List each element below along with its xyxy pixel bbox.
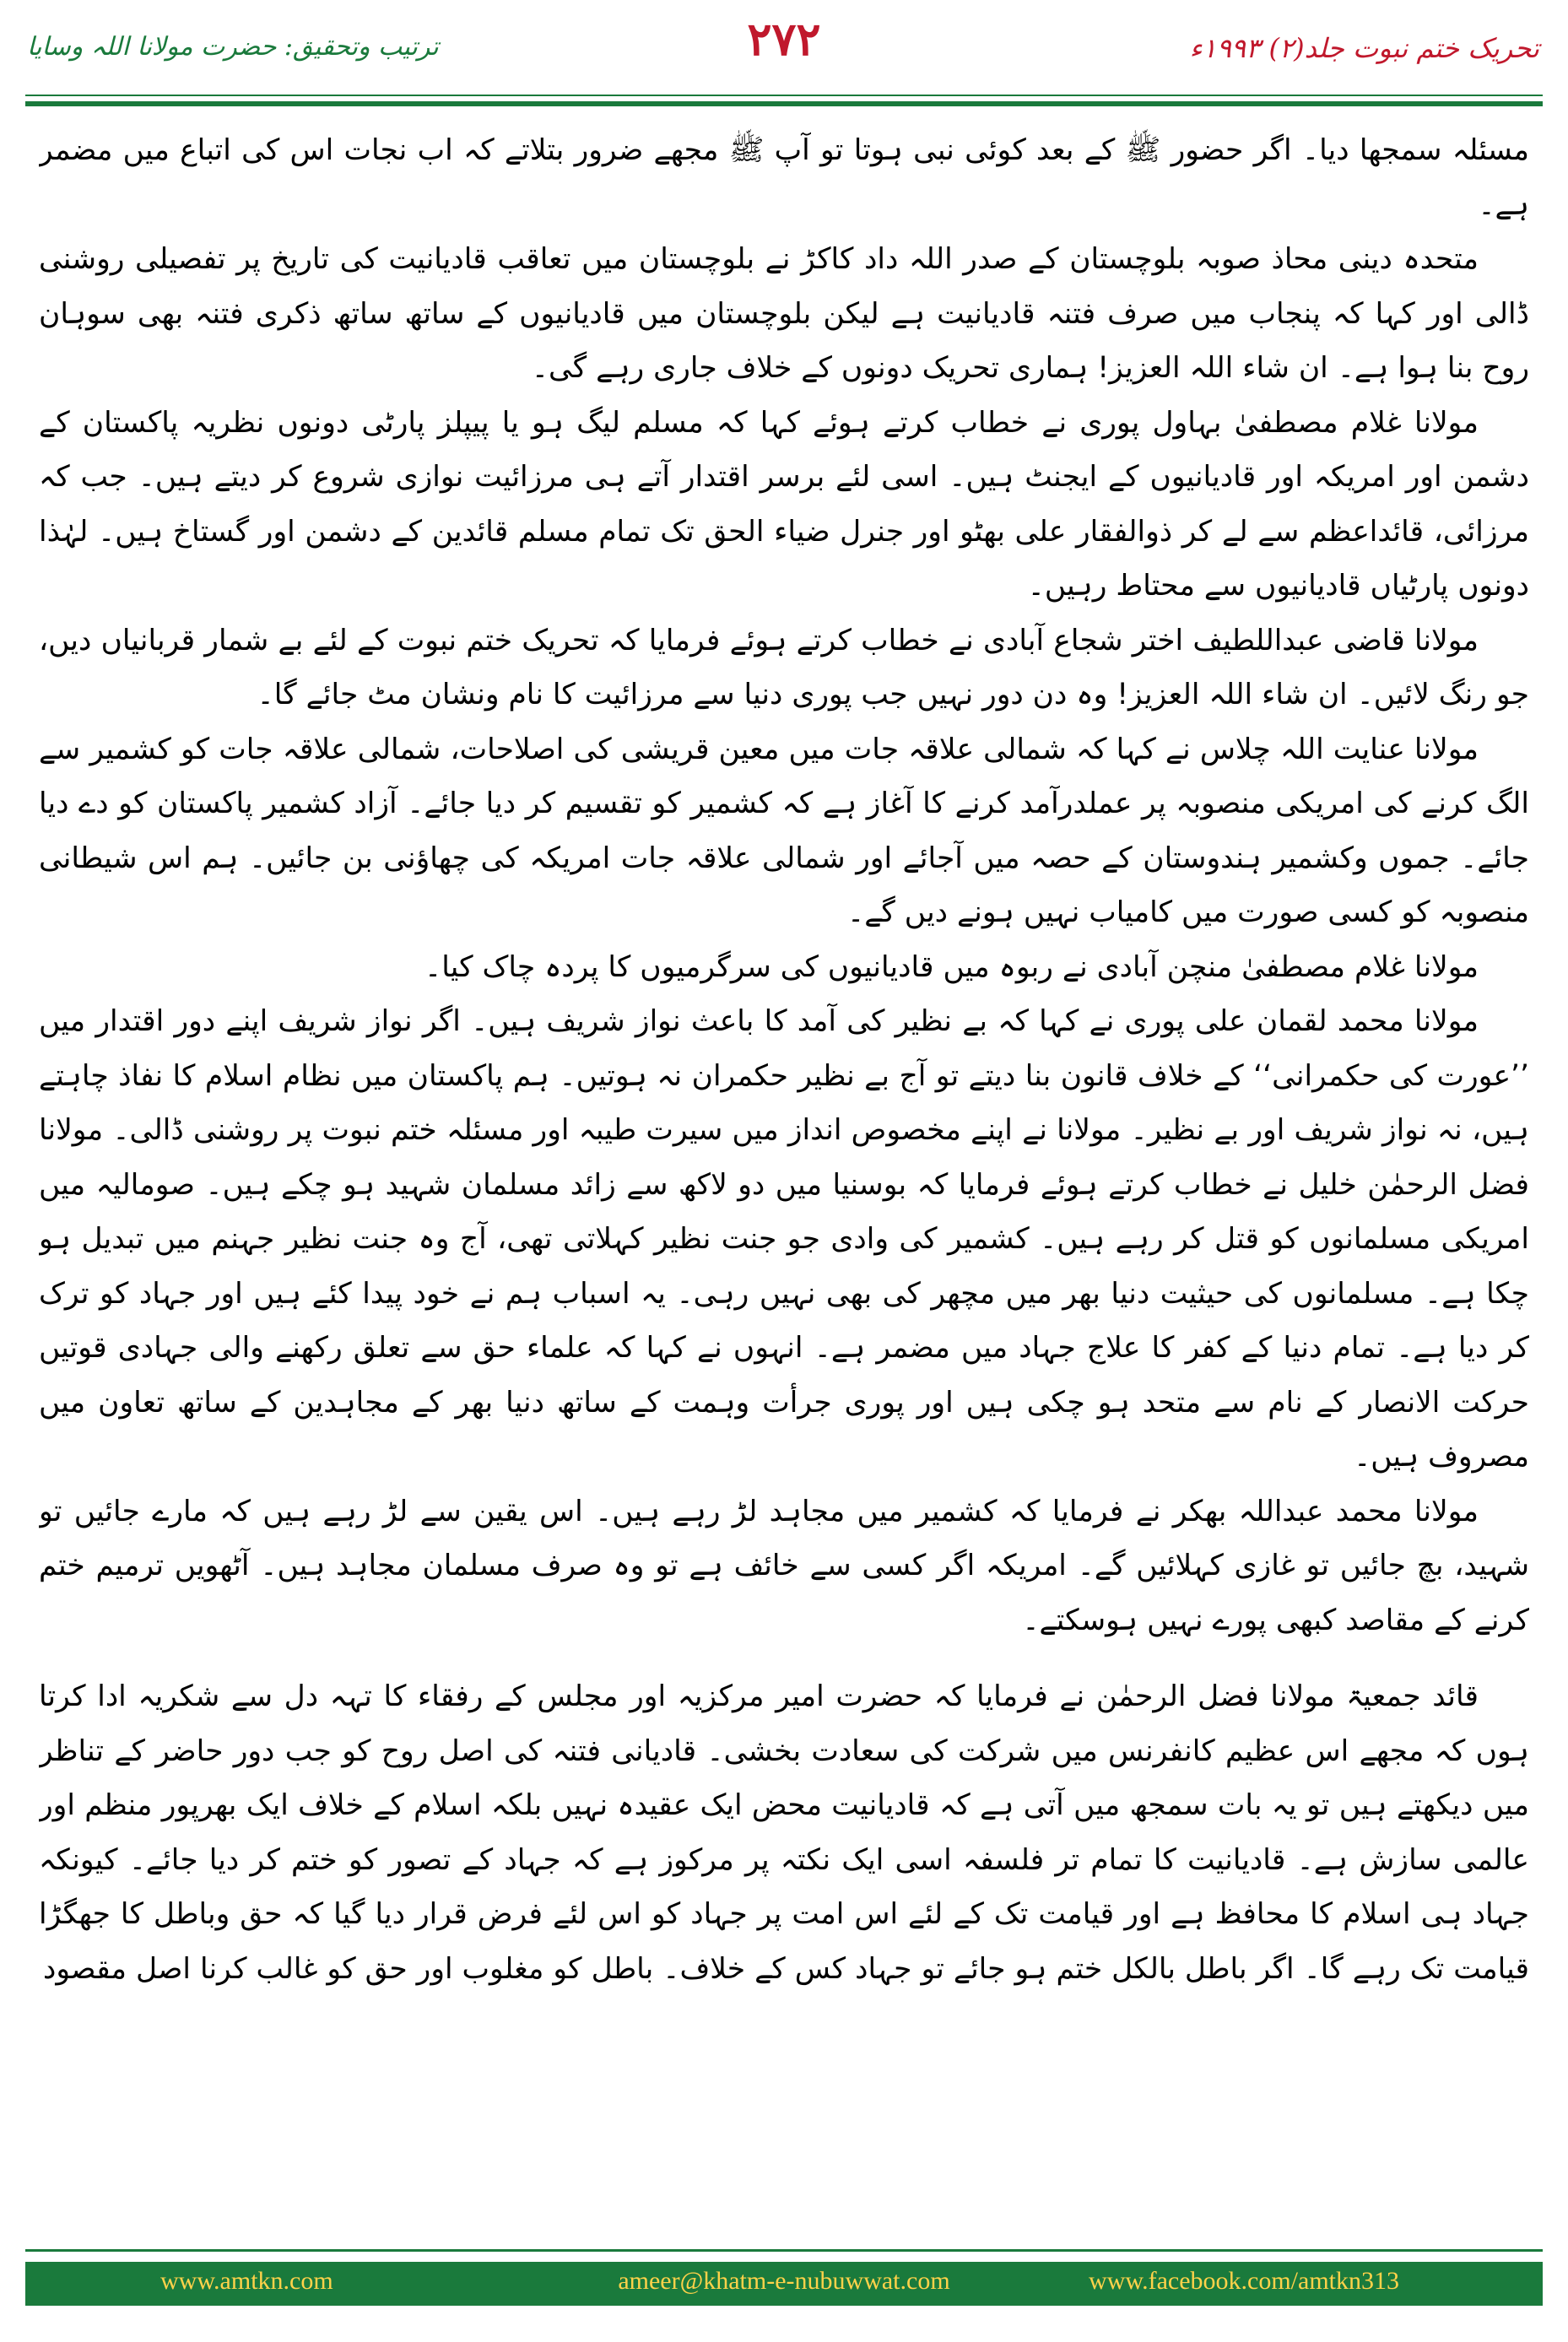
header-divider-thin: [25, 95, 1543, 96]
page-number: ۲۷۲: [747, 12, 821, 66]
paragraph: مولانا غلام مصطفیٰ بہاول پوری نے خطاب کرتے ہوئے کہا کہ مسلم لیگ ہو یا پیپلز پارٹی دونوں نظریہ پاکستان کے دشمن اور امریکہ اور قادیانیوں کے ایجنٹ ہیں۔ اسی لئے برسر اقتدار آتے ہی مرزائیت نوازی شروع کر دیتے ہیں۔ جب کہ مرزائی، قائداعظم سے لے کر ذوالفقار علی بھٹو اور جنرل ضیاء الحق تک تمام مسلم قائدین کے دشمن اور گستاخ ہیں۔ لہٰذا دونوں پارٹیاں قادیانیوں سے محتاط رہیں۔: [39, 405, 1529, 603]
paragraph: متحدہ دینی محاذ صوبہ بلوچستان کے صدر اللہ داد کاکڑ نے بلوچستان میں تعاقب قادیانیت کی تاریخ پر تفصیلی روشنی ڈالی اور کہا کہ پنجاب میں صرف فتنہ قادیانیت ہے لیکن بلوچستان میں قادیانیوں کے ساتھ ساتھ ذکری فتنہ بھی سوہان روح بنا ہوا ہے۔ ان شاء اللہ العزیز! ہماری تحریک دونوں کے خلاف جاری رہے گی۔: [39, 242, 1529, 385]
footer-divider: [25, 2249, 1543, 2252]
header-divider-thick: [25, 101, 1543, 106]
email-link[interactable]: ameer@khatm-e-nubuwwat.com: [618, 2267, 950, 2295]
website-link[interactable]: www.amtkn.com: [160, 2267, 333, 2295]
page-footer: [25, 2262, 1543, 2306]
compiler-credit: ترتیب وتحقیق: حضرت مولانا اللہ وسایا: [27, 32, 439, 62]
paragraph: مسئلہ سمجھا دیا۔ اگر حضور ﷺ کے بعد کوئی نبی ہوتا تو آپ ﷺ مجھے ضرور بتلاتے کہ اب نجات اس کی اتباع میں مضمر ہے۔: [39, 133, 1529, 222]
book-title: تحریک ختم نبوت جلد(۲) ۱۹۹۳ء: [1189, 32, 1539, 64]
paragraph: مولانا غلام مصطفیٰ منچن آبادی نے ربوہ میں قادیانیوں کی سرگرمیوں کا پردہ چاک کیا۔: [424, 949, 1479, 984]
paragraph: قائد جمعیۃ مولانا فضل الرحمٰن نے فرمایا کہ حضرت امیر مرکزیہ اور مجلس کے رفقاء کا تہہ دل سے شکریہ ادا کرتا ہوں کہ مجھے اس عظیم کانفرنس میں شرکت کی سعادت بخشی۔ قادیانی فتنہ کی اصل روح کو جب دور حاضر کے تناظر میں دیکھتے ہیں تو یہ بات سمجھ میں آتی ہے کہ قادیانیت محض ایک عقیدہ نہیں بلکہ اسلام کے خلاف ایک بھرپور منظم اور عالمی سازش ہے۔ قادیانیت کا تمام تر فلسفہ اسی ایک نکتہ پر مرکوز ہے کہ جہاد کے تصور کو ختم کر دیا جائے۔ کیونکہ جہاد ہی اسلام کا محافظ ہے اور قیامت تک کے لئے اس امت پر جہاد کو اس لئے فرض قرار دیا گیا کہ حق وباطل کا جھگڑا قیامت تک رہے گا۔ اگر باطل بالکل ختم ہو جائے تو جہاد کس کے خلاف۔ باطل کو مغلوب اور حق کو غالب کرنا اصل مقصود: [39, 1679, 1529, 1986]
page-header: [25, 0, 1543, 93]
facebook-link[interactable]: www.facebook.com/amtkn313: [1089, 2267, 1399, 2295]
paragraph: مولانا عنایت اللہ چلاس نے کہا کہ شمالی علاقہ جات میں معین قریشی کی اصلاحات، شمالی علاقہ جات کو کشمیر سے الگ کرنے کی امریکی منصوبہ پر عملدرآمد کرنے کا آغاز ہے کہ کشمیر کو تقسیم کر دیا جائے۔ آزاد کشمیر پاکستان کو دے دیا جائے۔ جموں وکشمیر ہندوستان کے حصہ میں آجائے اور شمالی علاقہ جات امریکہ کی چھاؤنی بن جائیں۔ ہم اس شیطانی منصوبہ کو کسی صورت میں کامیاب نہیں ہونے دیں گے۔: [39, 732, 1529, 929]
paragraph: مولانا محمد لقمان علی پوری نے کہا کہ بے نظیر کی آمد کا باعث نواز شریف ہیں۔ اگر نواز شریف اپنے دور اقتدار میں ’’عورت کی حکمرانی‘‘ کے خلاف قانون بنا دیتے تو آج بے نظیر حکمران نہ ہوتیں۔ ہم پاکستان میں نظام اسلام کا نفاذ چاہتے ہیں، نہ نواز شریف اور بے نظیر۔ مولانا نے اپنے مخصوص انداز میں سیرت طیبہ اور مسئلہ ختم نبوت پر روشنی ڈالی۔ مولانا فضل الرحمٰن خلیل نے خطاب کرتے ہوئے فرمایا کہ بوسنیا میں دو لاکھ سے زائد مسلمان شہید ہو چکے ہیں۔ صومالیہ میں امریکی مسلمانوں کو قتل کر رہے ہیں۔ کشمیر کی وادی جو جنت نظیر کہلاتی تھی، آج وہ جنت نظیر جہنم میں تبدیل ہو چکا ہے۔ مسلمانوں کی حیثیت دنیا بھر میں مچھر کی بھی نہیں رہی۔ یہ اسباب ہم نے خود پیدا کئے ہیں اور جہاد کو ترک کر دیا ہے۔ تمام دنیا کے کفر کا علاج جہاد میں مضمر ہے۔ انہوں نے کہا کہ علماء حق سے تعلق رکھنے والی جہادی قوتیں حرکت الانصار کے نام سے متحد ہو چکی ہیں اور پوری جرأت وہمت کے ساتھ دنیا بھر کے مجاہدین کے ساتھ تعاون میں مصروف ہیں۔: [39, 1004, 1529, 1474]
body-text: [39, 123, 1529, 2199]
paragraph: مولانا قاضی عبداللطیف اختر شجاع آبادی نے خطاب کرتے ہوئے فرمایا کہ تحریک ختم نبوت کے لئے بے شمار قربانیاں دیں، جو رنگ لائیں۔ ان شاء اللہ العزیز! وہ دن دور نہیں جب پوری دنیا سے مرزائیت کا نام ونشان مٹ جائے گا۔: [39, 623, 1529, 711]
paragraph: مولانا محمد عبداللہ بھکر نے فرمایا کہ کشمیر میں مجاہد لڑ رہے ہیں۔ اس یقین سے لڑ رہے ہیں کہ مارے جائیں تو شہید، بچ جائیں تو غازی کہلائیں گے۔ امریکہ اگر کسی سے خائف ہے تو وہ صرف مسلمان مجاہد ہیں۔ آٹھویں ترمیم ختم کرنے کے مقاصد کبھی پورے نہیں ہوسکتے۔: [39, 1494, 1529, 1637]
